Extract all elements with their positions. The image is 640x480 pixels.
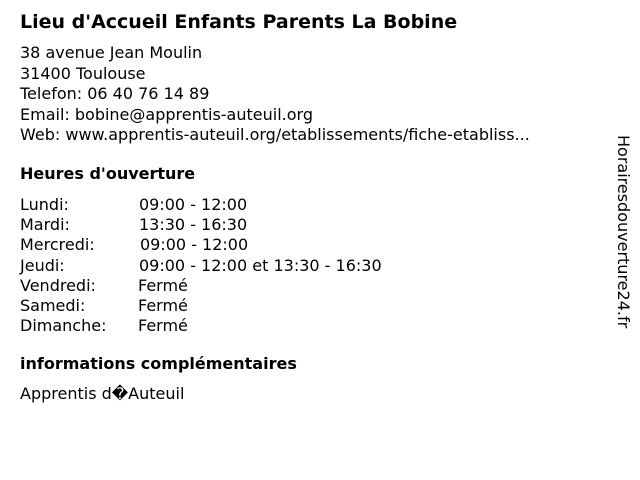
- street-address: 38 avenue Jean Moulin: [20, 43, 203, 62]
- day-label: Dimanche:: [20, 316, 107, 336]
- address-block: [20, 43, 530, 146]
- time-value: 13:30 - 16:30: [139, 215, 248, 235]
- time-value: Fermé: [138, 295, 188, 315]
- time-value: 09:00 - 12:00: [140, 235, 249, 255]
- time-value: Fermé: [138, 275, 188, 295]
- additional-info-heading: informations complémentaires: [20, 354, 297, 373]
- time-value: 09:00 - 12:00 et 13:30 - 16:30: [139, 255, 382, 275]
- email-address[interactable]: Email: bobine@apprentis-auteuil.org: [20, 104, 313, 124]
- day-label: Vendredi:: [20, 275, 96, 295]
- page-title: Lieu d'Accueil Enfants Parents La Bobine: [20, 11, 458, 33]
- day-label: Mardi:: [20, 215, 70, 235]
- opening-hours-heading: Heures d'ouverture: [20, 164, 196, 183]
- additional-info-text: Apprentis d�Auteuil: [20, 384, 185, 403]
- day-label: Samedi:: [20, 295, 86, 315]
- brand-watermark: Horairesdouverture24.fr: [614, 135, 633, 329]
- city-postal-code: 31400 Toulouse: [20, 63, 146, 83]
- day-label: Jeudi:: [20, 255, 65, 275]
- time-value: Fermé: [138, 316, 188, 336]
- phone-number[interactable]: Telefon: 06 40 76 14 89: [20, 84, 210, 103]
- day-label: Lundi:: [20, 195, 69, 214]
- website-url[interactable]: Web: www.apprentis-auteuil.org/etablissements/fiche-etabliss...: [20, 125, 530, 144]
- time-value: 09:00 - 12:00: [139, 195, 248, 214]
- day-label: Mercredi:: [20, 235, 95, 255]
